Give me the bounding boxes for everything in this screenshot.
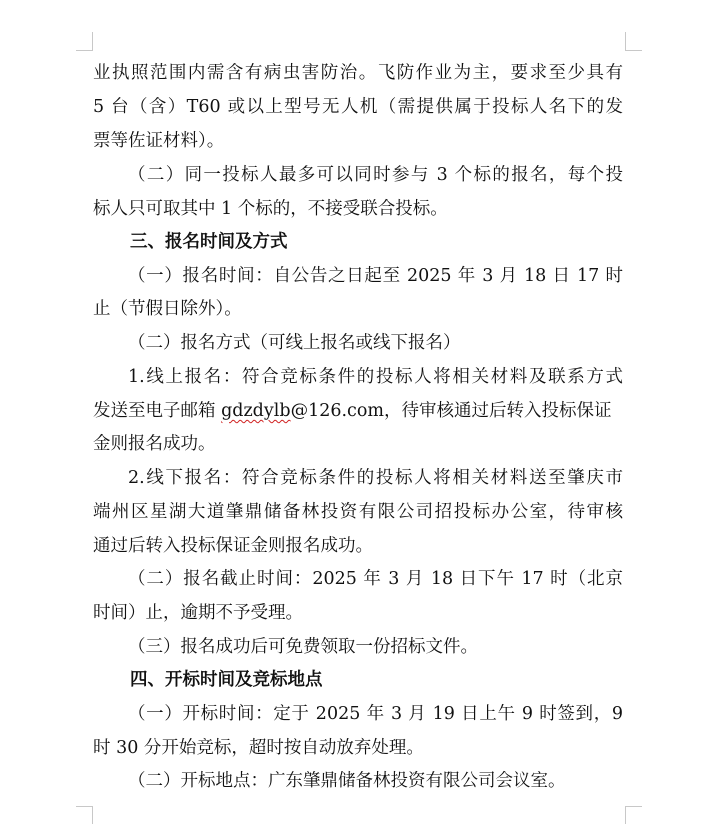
body-line: 时 30 分开始竞标，超时按自动放弃处理。 (93, 738, 424, 758)
body-line: （一）报名时间：自公告之日起至 2025 年 3 月 18 日 17 时 (128, 266, 623, 286)
body-line: 止（节假日除外）。 (93, 299, 242, 319)
body-line: 金则报名成功。 (93, 434, 216, 454)
section-heading: 三、报名时间及方式 (130, 232, 288, 252)
email-line (93, 403, 611, 421)
body-line: （二）开标地点：广东肇鼎储备林投资有限公司会议室。 (128, 771, 566, 791)
crop-mark-bottom-left (76, 806, 93, 824)
email-user-text: gdzdylb (221, 401, 291, 421)
body-line: 时间）止，逾期不予受理。 (93, 603, 303, 623)
body-line: 通过后转入投标保证金则报名成功。 (93, 536, 373, 556)
body-line: （二）报名截止时间：2025 年 3 月 18 日下午 17 时（北京 (128, 569, 623, 589)
crop-mark-bottom-right (625, 806, 642, 824)
body-line: 标人只可取其中 1 个标的，不接受联合投标。 (93, 199, 448, 219)
crop-mark-top-right (625, 32, 642, 51)
body-line: 端州区星湖大道肇鼎储备林投资有限公司招投标办公室，待审核 (93, 502, 623, 522)
body-line: （二）报名方式（可线上报名或线下报名） (128, 333, 461, 353)
body-line: （三）报名成功后可免费领取一份招标文件。 (128, 637, 478, 657)
email-suffix-text: @126.com，待审核通过后转入投标保证 (290, 401, 612, 421)
section-heading: 四、开标时间及竞标地点 (130, 670, 323, 690)
body-line: 2.线下报名：符合竞标条件的投标人将相关材料送至肇庆市 (128, 468, 623, 488)
body-line: 1.线上报名：符合竞标条件的投标人将相关材料及联系方式 (128, 367, 623, 387)
email-prefix-text: 发送至电子邮箱 (93, 401, 222, 421)
body-line: （一）开标时间：定于 2025 年 3 月 19 日上午 9 时签到，9 (128, 704, 623, 724)
body-line: 5 台（含）T60 或以上型号无人机（需提供属于投标人名下的发 (93, 97, 623, 117)
body-line: 票等佐证材料）。 (93, 131, 225, 151)
body-line: （二）同一投标人最多可以同时参与 3 个标的报名，每个投 (128, 165, 623, 185)
crop-mark-top-left (76, 32, 93, 51)
body-line: 业执照范围内需含有病虫害防治。飞防作业为主，要求至少具有 (93, 63, 623, 83)
